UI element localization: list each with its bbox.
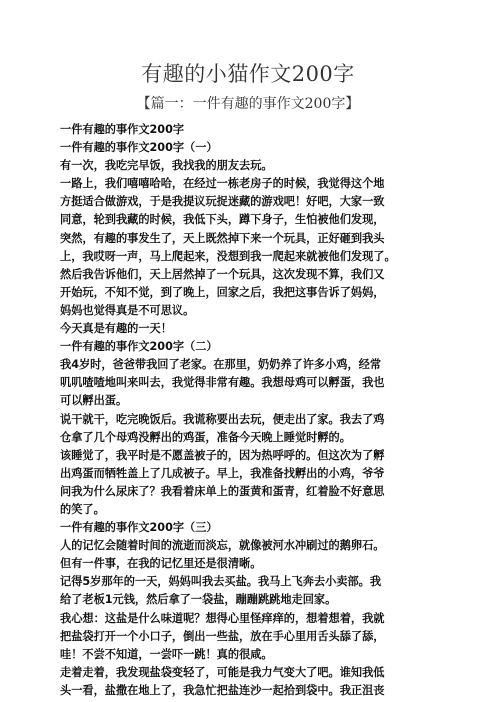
text-line: 可以孵出蛋。 xyxy=(60,394,128,408)
text-line: 一件有趣的事作文200字 xyxy=(60,123,185,136)
text-line: 一路上，我们嘻嘻哈哈，在经过一栋老房子的时候，我觉得这个地 xyxy=(60,177,385,191)
text-line: 走着走着，我发现盐袋变轻了，可能是我力气变大了吧。谁知我低 xyxy=(60,665,385,679)
text-line: 我4岁时，爸爸带我回了老家。在那里，奶奶养了许多小鸡，经常 xyxy=(60,358,382,372)
text-line: 一件有趣的事作文200字（二） xyxy=(60,340,218,354)
text-line: 有一次，我吃完早饭，我找我的朋友去玩。 xyxy=(60,159,273,173)
text-line: 上，我哎呀一声，马上爬起来，没想到我一爬起来就被他们发现了。 xyxy=(60,249,396,263)
document-body xyxy=(60,121,440,700)
text-line: 记得5岁那年的一天，妈妈叫我去买盐。我马上飞奔去小卖部。我 xyxy=(60,575,382,589)
text-line: 仓拿了几个母鸡没孵出的鸡蛋，准备今天晚上睡觉时孵的。 xyxy=(60,430,351,444)
text-line: 叽叽喳喳地叫来叫去，我觉得非常有趣。我想母鸡可以孵蛋，我也 xyxy=(60,376,385,390)
document-title: 有趣的小猫作文200字 xyxy=(141,62,355,86)
text-line: 开始玩，不知不觉，到了晚上，回家之后，我把这事告诉了妈妈， xyxy=(60,285,385,299)
text-line: 头一看，盐撒在地上了，我急忙把盐连沙一起拾到袋中。我正沮丧 xyxy=(60,683,385,697)
text-line: 说干就干，吃完晚饭后。我谎称要出去玩，便走出了家。我去了鸡 xyxy=(60,412,385,426)
text-line: 问我为什么尿床了？我看着床单上的蛋黄和蛋青，红着脸不好意思 xyxy=(60,484,385,498)
text-line: 给了老板1元钱，然后拿了一袋盐，蹦蹦跳跳地走回家。 xyxy=(60,593,337,607)
text-line: 但有一件事，在我的记忆里还是很清晰。 xyxy=(60,557,262,571)
text-line: 哇！不尝不知道，一尝吓一跳！真的很咸。 xyxy=(60,647,273,661)
text-line: 方挺适合做游戏，于是我提议玩捉迷藏的游戏吧！好吧，大家一致 xyxy=(60,195,385,209)
text-line: 我心想：这盐是什么味道呢？想得心里怪痒痒的，想着想着，我就 xyxy=(60,611,385,625)
text-line: 今天真是有趣的一天！ xyxy=(60,322,172,336)
text-line: 突然，有趣的事发生了，天上既然掉下来一个玩具，正好砸到我头 xyxy=(60,231,385,245)
text-line: 然后我告诉他们，天上居然掉了一个玩具，这次发现不算，我们又 xyxy=(60,267,385,281)
text-line: 把盐袋打开一个小口子，倒出一些盐，放在手心里用舌头舔了舔， xyxy=(60,629,385,643)
text-line: 一件有趣的事作文200字（三） xyxy=(60,521,218,535)
text-line: 的笑了。 xyxy=(60,502,105,516)
text-line: 该睡觉了，我平时是不愿盖被子的，因为热呼呼的。但这次为了孵 xyxy=(60,448,385,462)
text-line: 一件有趣的事作文200字（一） xyxy=(60,141,218,155)
document-subtitle: 【篇一：一件有趣的事作文200字】 xyxy=(136,96,360,112)
text-line: 出鸡蛋而牺牲盖上了几成被子。早上，我准备找孵出的小鸡，爷爷 xyxy=(60,466,385,480)
text-line: 妈妈也觉得真是不可思议。 xyxy=(60,303,195,317)
text-line: 人的记忆会随着时间的流逝而淡忘，就像被河水冲刷过的鹅卵石。 xyxy=(60,539,385,553)
text-line: 同意，轮到我藏的时候，我低下头，蹲下身子，生怕被他们发现， xyxy=(60,213,385,227)
